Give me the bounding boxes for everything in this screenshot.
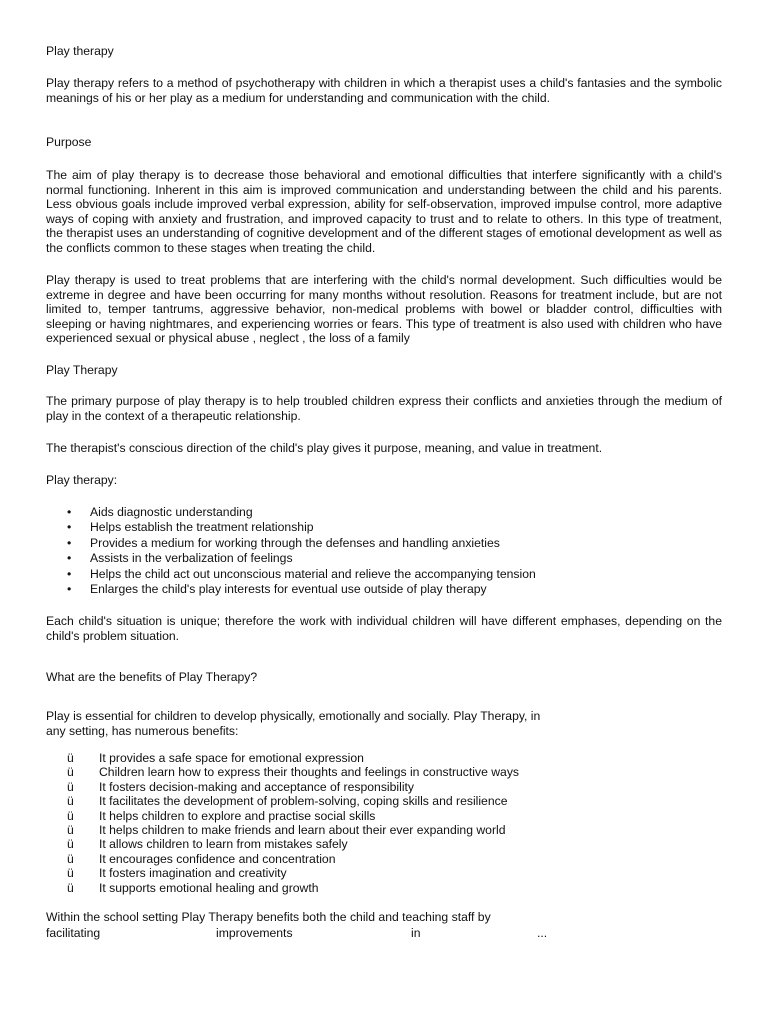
checkmark-icon: ü xyxy=(67,765,74,780)
bullet-icon: • xyxy=(67,566,72,581)
continuation-word: in xyxy=(411,926,421,940)
checkmark-icon: ü xyxy=(67,837,74,852)
school-setting-line: Within the school setting Play Therapy benefits both the child and teaching staff by xyxy=(46,910,491,924)
play-therapy-bullet-list xyxy=(46,505,536,597)
list-item: ü It fosters decision-making and acceptance of responsibility xyxy=(67,779,415,794)
play-therapy-heading: Play Therapy xyxy=(46,363,118,377)
play-therapy-list-heading: Play therapy: xyxy=(46,473,118,487)
list-item: ü It helps children to make friends and learn about their ever expanding world xyxy=(67,822,506,837)
list-item: • Aids diagnostic understanding xyxy=(67,505,253,519)
checkmark-icon: ü xyxy=(67,866,74,881)
purpose-paragraph-1: The aim of play therapy is to decrease those behavioral and emotional difficulties that interfere significantly with a child's normal functioning. Inherent in this aim is improved communication and understanding between the child and his parents. Less obvious goals include improved verbal expression, ability for self-observation, improved impulse control, more adaptive ways of coping with anxiety and frustration, and improved capacity to trust and to relate to others. In this type of treatment, the therapist uses an understanding of cognitive development and of the different stages of emotional development as well as the conflicts common to these stages when treating the child. xyxy=(46,168,722,255)
benefits-intro-paragraph: Play is essential for children to develop physically, emotionally and socially. Play Therapy, in any setting, has numerous benefits: xyxy=(46,709,541,738)
list-item: ü It allows children to learn from mistakes safely xyxy=(67,837,348,852)
list-item: ü It facilitates the development of problem-solving, coping skills and resilience xyxy=(67,794,508,809)
checkmark-icon: ü xyxy=(67,880,74,895)
continuation-word: improvements xyxy=(216,926,293,940)
bullet-icon: • xyxy=(67,535,72,550)
list-item: ü It supports emotional healing and growth xyxy=(67,880,319,895)
checkmark-icon: ü xyxy=(67,851,74,866)
list-item: ü It encourages confidence and concentration xyxy=(67,851,336,866)
unique-situation-paragraph: Each child's situation is unique; therefore the work with individual children will have different emphases, depending on the child's problem situation. xyxy=(46,614,722,643)
continuation-ellipsis: ... xyxy=(537,926,548,940)
primary-purpose-paragraph: The primary purpose of play therapy is to help troubled children express their conflicts and anxieties through the medium of play in the context of a therapeutic relationship. xyxy=(46,394,722,423)
list-item: • Provides a medium for working through the defenses and handling anxieties xyxy=(67,535,500,550)
school-setting-continuation xyxy=(46,926,554,941)
bullet-icon: • xyxy=(67,505,72,519)
benefits-list xyxy=(46,751,519,895)
list-item: • Helps establish the treatment relationship xyxy=(67,520,314,535)
benefits-heading: What are the benefits of Play Therapy? xyxy=(46,670,258,684)
conscious-direction-paragraph: The therapist's conscious direction of the child's play gives it purpose, meaning, and value in treatment. xyxy=(46,441,603,455)
checkmark-icon: ü xyxy=(67,794,74,809)
checkmark-icon: ü xyxy=(67,779,74,794)
purpose-paragraph-2: Play therapy is used to treat problems that are interfering with the child's normal development. Such difficulties would be extreme in degree and have been occurring for many months without resolution. Reasons for treatment include, but are not limited to, temper tantrums, aggressive behavior, non-medical problems with bowel or bladder control, difficulties with sleeping or having nightmares, and experiencing worries or fears. This type of treatment is also used with children who have experienced sexual or physical abuse , neglect , the loss of a family xyxy=(46,273,722,346)
purpose-heading: Purpose xyxy=(46,135,92,149)
checkmark-icon: ü xyxy=(67,751,74,765)
list-item: • Enlarges the child's play interests for eventual use outside of play therapy xyxy=(67,581,487,596)
list-item: ü It helps children to explore and practise social skills xyxy=(67,808,376,823)
list-item: ü It provides a safe space for emotional expression xyxy=(67,751,364,765)
list-item: • Assists in the verbalization of feelings xyxy=(67,551,293,566)
list-item: • Helps the child act out unconscious material and relieve the accompanying tension xyxy=(67,566,536,581)
checkmark-icon: ü xyxy=(67,822,74,837)
bullet-icon: • xyxy=(67,551,72,566)
checkmark-icon: ü xyxy=(67,808,74,823)
intro-paragraph: Play therapy refers to a method of psychotherapy with children in which a therapist uses a child's fantasies and the symbolic meanings of his or her play as a medium for understanding and communication with the child. xyxy=(46,76,722,105)
list-item: ü It fosters imagination and creativity xyxy=(67,866,287,881)
continuation-word: facilitating xyxy=(46,926,101,940)
bullet-icon: • xyxy=(67,581,72,596)
list-item: ü Children learn how to express their thoughts and feelings in constructive ways xyxy=(67,765,520,780)
document-title: Play therapy xyxy=(46,44,114,58)
bullet-icon: • xyxy=(67,520,72,535)
